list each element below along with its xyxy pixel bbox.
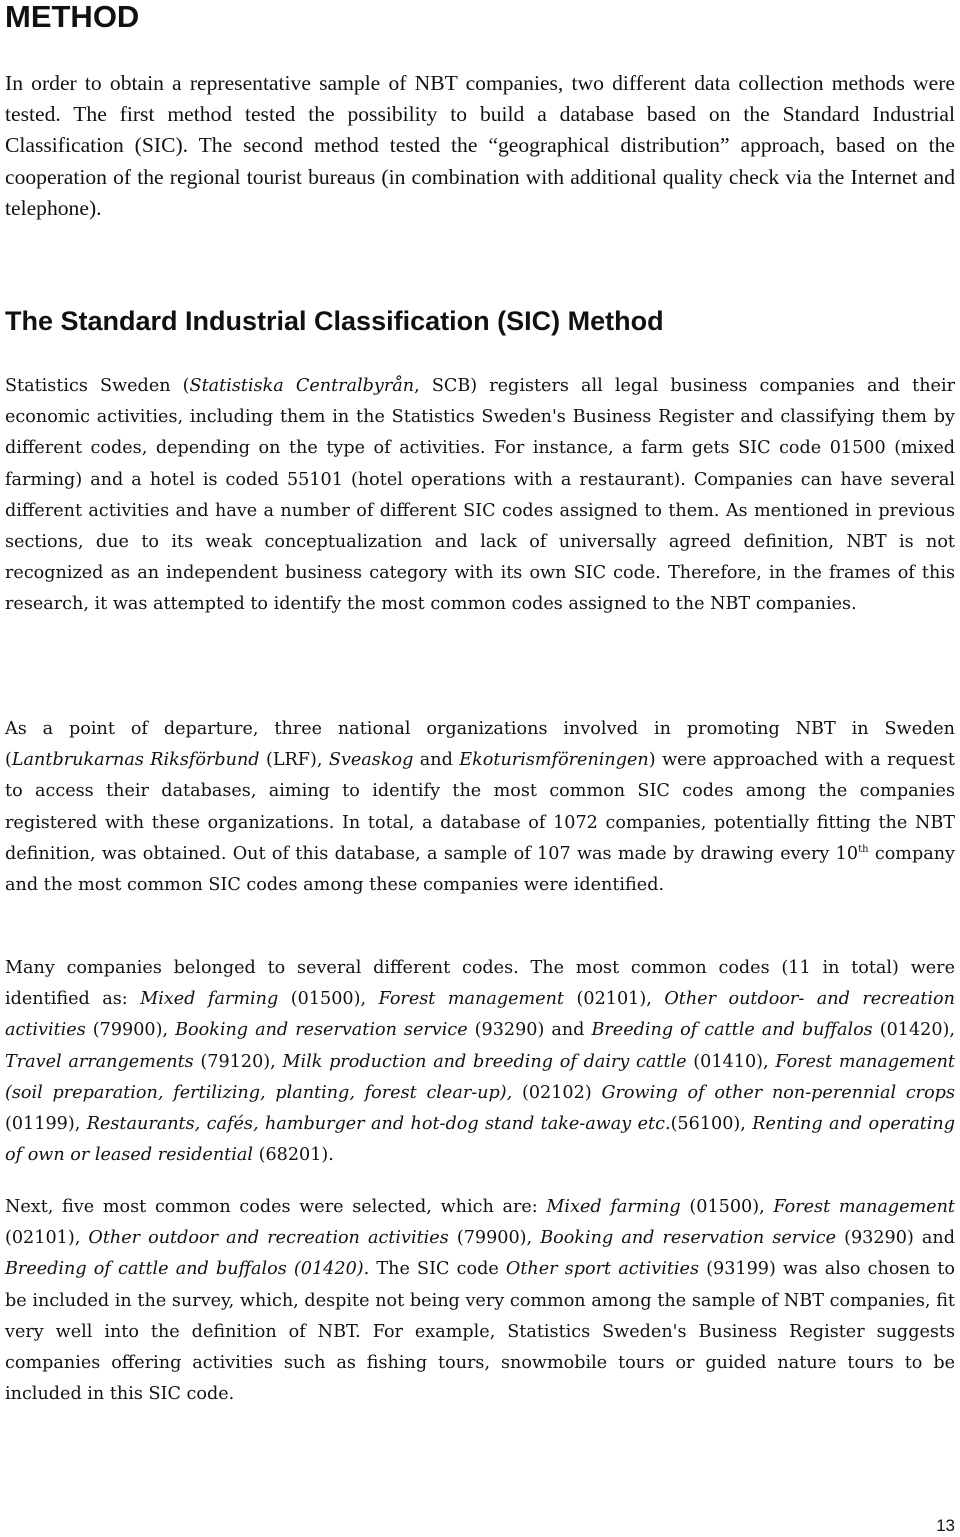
text-run: (02101), (5, 1228, 89, 1249)
text-run: (93290) and (836, 1228, 955, 1249)
italic-term: Travel arrangements (5, 1051, 194, 1072)
italic-term: Mixed farming (140, 989, 279, 1010)
italic-term: Forest management (soil preparation, fertilizing, planting, forest clear-up), (5, 1051, 955, 1103)
italic-term: Ekoturismföreningen (459, 750, 649, 771)
italic-term: Breeding of cattle and buffalos (591, 1020, 873, 1041)
italic-term: Sveaskog (328, 750, 414, 771)
text-run: Statistics Sweden ( (5, 376, 190, 396)
text-run: (01420), (872, 1020, 955, 1041)
text-run: (01500), (278, 989, 379, 1010)
superscript: th (858, 843, 869, 855)
italic-term: Growing of other non-perennial crops (601, 1082, 955, 1103)
italic-term: Booking and reservation service (175, 1020, 468, 1041)
text-run: (79900), (448, 1228, 541, 1249)
italic-term: Statistiska Centralbyrån (189, 376, 415, 396)
text-run: Many companies belonged to several different codes. The most common codes (11 in total) were identified as: (5, 958, 955, 1010)
italic-term: Lantbrukarnas Riksförbund (11, 750, 260, 771)
text-run: (01410), (686, 1051, 776, 1072)
text-run: As a point of departure, three national organizations involved in promoting NBT in Sweden ( (5, 719, 955, 771)
text-run: company and the most common SIC codes among these companies were identified. (5, 843, 955, 896)
text-run: (93290) and (467, 1020, 592, 1041)
italic-term: Restaurants, cafés, hamburger and hot-dog stand take-away etc. (86, 1114, 671, 1135)
italic-term: Booking and reservation service (540, 1228, 837, 1249)
sic-paragraph-2 (5, 714, 955, 901)
text-run: Next, five most common codes were selected, which are: (5, 1197, 547, 1217)
text-run: (01199), (5, 1114, 87, 1135)
text-run: (79900), (85, 1020, 176, 1041)
sic-paragraph-1 (5, 371, 955, 621)
text-run: (02101), (564, 989, 665, 1010)
italic-term: Renting and operating of own or leased residential (5, 1114, 955, 1166)
text-run: and (413, 750, 460, 771)
text-run: (68201). (253, 1145, 334, 1166)
italic-term: Milk production and breeding of dairy cattle (282, 1051, 687, 1072)
text-run: (93199) was also chosen to be included in the survey, which, despite not being very common among the sample of NBT companies, fit very well into the definition of NBT. For example, Statistics Sweden's Business Register suggests companies offering activities such as fishing tours, snowmobile tours or guided nature tours to be included in this SIC code. (5, 1259, 956, 1405)
italic-term: Forest management (378, 989, 565, 1010)
italic-term: Forest management (773, 1197, 955, 1217)
subsection-heading-sic: The Standard Industrial Classification (SIC) Method (5, 306, 664, 336)
sic-paragraph-3 (5, 953, 955, 1171)
text-run: (01500), (680, 1197, 774, 1217)
italic-term: Other sport activities (505, 1259, 699, 1280)
italic-term: Other outdoor and recreation activities (88, 1228, 449, 1249)
text-run: , SCB) registers all legal business companies and their economic activities, including them in the Statistics Sweden's Business Register and classifying them by different codes, depending on the type of activities. For instance, a farm gets SIC code 01500 (mixed farming) and a hotel is coded 55101 (hotel operations with a restaurant). Companies can have several different activities and have a number of different SIC codes assigned to them. As mentioned in previous sections, due to its weak conceptualization and lack of universally agreed definition, NBT is not recognized as an independent business category with its own SIC code. Therefore, in the frames of this research, it was attempted to identify the most common codes assigned to the NBT companies. (5, 376, 955, 615)
text-run: The SIC code (369, 1259, 506, 1280)
italic-term: Breeding of cattle and buffalos (01420). (5, 1259, 370, 1280)
text-run: (LRF), (259, 750, 329, 771)
text-run: (79120), (193, 1051, 283, 1072)
text-run: (02102) (512, 1082, 602, 1103)
section-heading-method: METHOD (5, 0, 140, 34)
text-run: ) were approached with a request to access their databases, aiming to identify the most common SIC codes among the companies registered with these organizations. In total, a database of 1072 companies, potentially fitting the NBT definition, was obtained. Out of this database, a sample of 107 was made by drawing every 10 (5, 750, 955, 864)
italic-term: Other outdoor- and recreation activities (5, 989, 955, 1041)
italic-term: Mixed farming (546, 1197, 681, 1217)
text-run: (56100), (670, 1114, 753, 1135)
page-number: 13 (936, 1516, 955, 1535)
sic-paragraph-4 (5, 1192, 955, 1410)
intro-paragraph: In order to obtain a representative sample of NBT companies, two different data collection methods were tested. The first method tested the possibility to build a database based on the Standard Industrial Classification (SIC). The second method tested the “geographical distribution” approach, based on the cooperation of the regional tourist bureaus (in combination with additional quality check via the Internet and telephone). (5, 71, 955, 220)
